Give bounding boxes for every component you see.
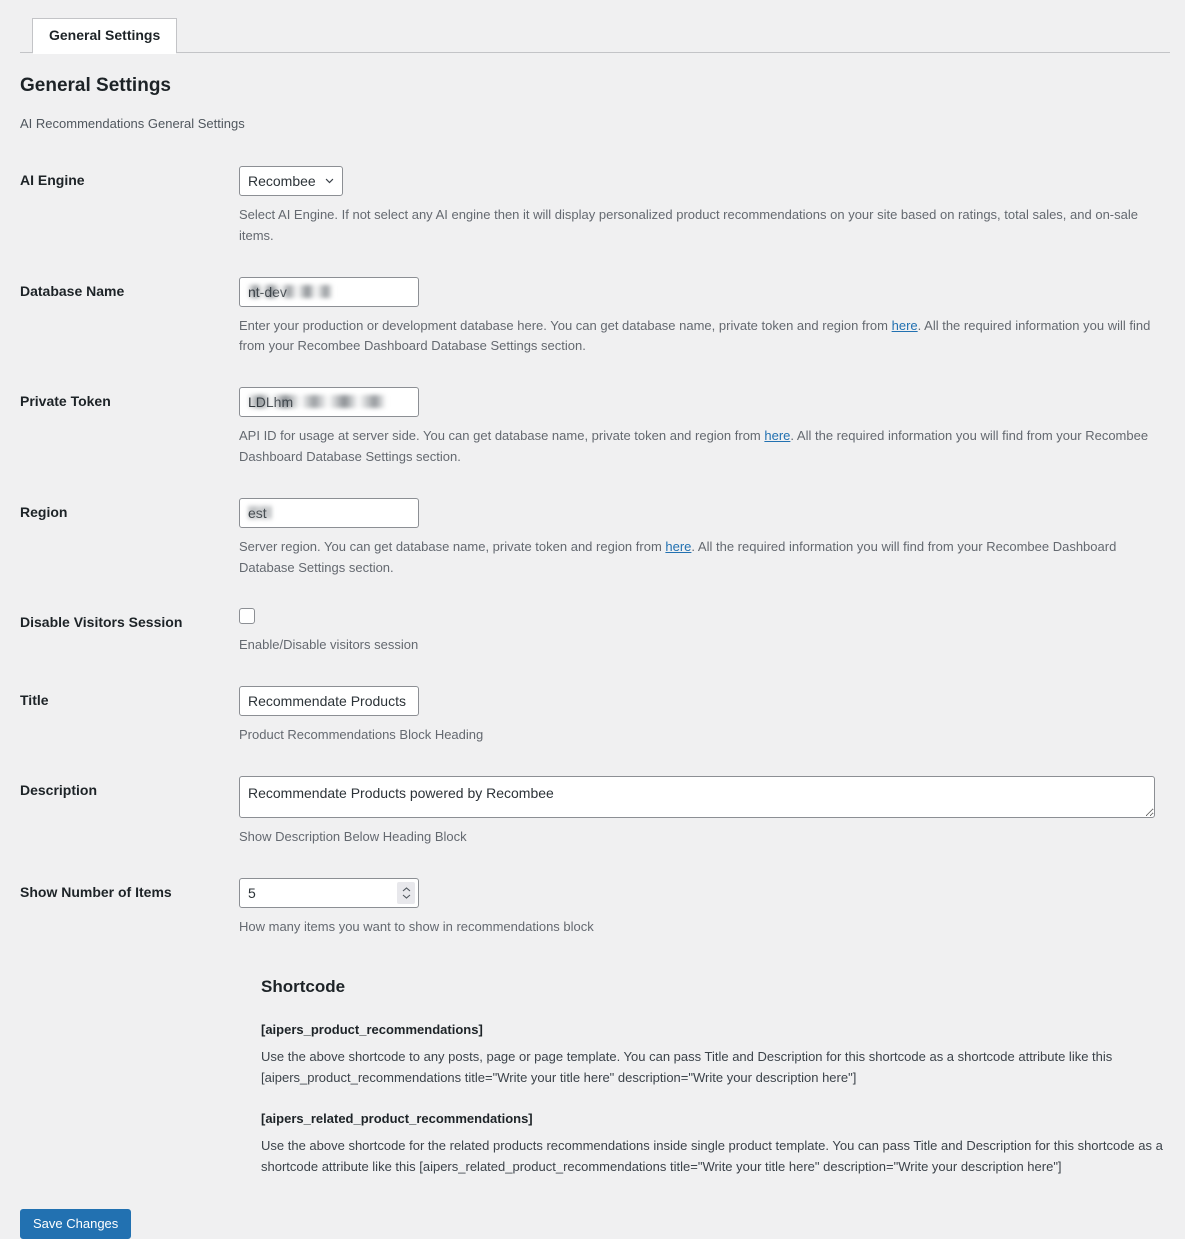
tab-general-settings-label: General Settings (49, 27, 161, 43)
disable-visitors-session-description: Enable/Disable visitors session (239, 637, 419, 653)
form-row-title (20, 671, 1165, 761)
form-row-description (20, 761, 1165, 863)
page-subtitle: AI Recommendations General Settings (20, 116, 245, 131)
label-title: Title (20, 692, 49, 709)
shortcode-section (261, 953, 1165, 1177)
form-row-ai-engine (20, 151, 1165, 262)
database-name-input[interactable] (239, 277, 419, 307)
region-description-part1: Server region. You can get database name, private token and region from (239, 538, 666, 554)
private-token-wrap (239, 387, 419, 417)
form-row-disable-visitors-session (20, 593, 1165, 671)
title-description: Product Recommendations Block Heading (239, 727, 484, 743)
database-name-here-link[interactable]: here (891, 317, 918, 333)
settings-tab-bar (20, 0, 1170, 53)
label-disable-visitors-session: Disable Visitors Session (20, 614, 183, 631)
submit-area (0, 1177, 1185, 1239)
private-token-input[interactable] (239, 387, 419, 417)
private-token-description (239, 426, 1155, 468)
region-wrap (239, 498, 419, 528)
database-name-wrap (239, 277, 419, 307)
shortcode-text-related-product: Use the above shortcode for the related products recommendations inside single product template. You can pass Title and Description for this shortcode as a shortcode attribute like this [aipers_related_product_recommendations title="Write your title here" description="Write your description here"] (261, 1137, 1163, 1174)
form-row-database-name (20, 262, 1165, 373)
form-row-region (20, 483, 1165, 594)
ai-engine-description: Select AI Engine. If not select any AI engine then it will display personalized product recommendations on your site based on ratings, total sales, and on-sale items. (239, 207, 1138, 243)
shortcode-code-product: [aipers_product_recommendations] (261, 1021, 483, 1037)
database-name-description-part1: Enter your production or development database here. You can get database name, private token and region from (239, 317, 892, 333)
disable-visitors-session-checkbox[interactable] (239, 608, 255, 624)
label-show-number-of-items: Show Number of Items (20, 883, 172, 900)
shortcode-text-product: Use the above shortcode to any posts, page or page template. You can pass Title and Description for this shortcode as a shortcode attribute like this [aipers_product_recommendations title="Write your title here" description="Write your description here"] (261, 1048, 1113, 1085)
description-help: Show Description Below Heading Block (239, 828, 467, 844)
label-database-name: Database Name (20, 282, 125, 299)
label-ai-engine: AI Engine (20, 172, 85, 188)
show-number-of-items-wrap (239, 878, 419, 908)
description-textarea[interactable] (239, 776, 1155, 818)
region-description-part2: . All the required information you will find from your Recombee Dashboard Database Settings section. (239, 538, 1117, 575)
show-number-of-items-description: How many items you want to show in recommendations block (239, 918, 594, 934)
region-description (239, 537, 1155, 579)
save-changes-button[interactable]: Save Changes (20, 1209, 131, 1239)
show-number-of-items-input[interactable] (239, 878, 419, 908)
title-input[interactable] (239, 686, 419, 716)
private-token-description-part1: API ID for usage at server side. You can get database name, private token and region from (239, 428, 765, 444)
shortcode-heading: Shortcode (261, 976, 346, 996)
private-token-description-part2: . All the required information you will find from your Recombee Dashboard Database Settings section. (239, 428, 1149, 464)
ai-engine-select-wrap (239, 166, 343, 196)
form-row-private-token (20, 372, 1165, 483)
private-token-here-link[interactable]: here (764, 428, 791, 444)
form-row-show-number-of-items (20, 863, 1165, 953)
label-region: Region (20, 503, 68, 520)
label-private-token: Private Token (20, 393, 111, 410)
database-name-description-part2: . All the required information you will find from your Recombee Dashboard Database Settings section. (239, 317, 1151, 354)
region-here-link[interactable]: here (665, 538, 692, 554)
ai-engine-select[interactable] (239, 166, 343, 196)
label-description: Description (20, 781, 98, 798)
general-settings-form (20, 151, 1165, 953)
shortcode-code-related-product: [aipers_related_product_recommendations] (261, 1110, 533, 1126)
region-input[interactable] (239, 498, 419, 528)
page-title: General Settings (20, 75, 171, 96)
tab-general-settings[interactable] (32, 18, 177, 53)
database-name-description (239, 316, 1155, 358)
